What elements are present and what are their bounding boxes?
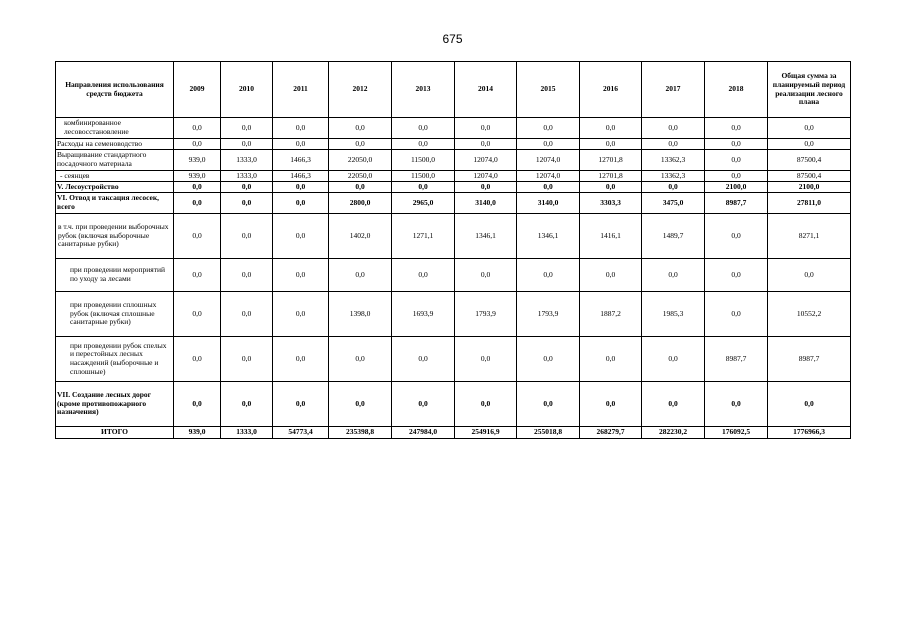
table-row: [56, 259, 851, 292]
table-cell: 11500,0: [392, 150, 455, 171]
table-cell: 1793,9: [517, 292, 580, 337]
table-cell: 0,0: [221, 382, 273, 427]
table-cell: 0,0: [580, 182, 642, 193]
table-cell: 0,0: [221, 118, 273, 139]
table-cell: 0,0: [221, 182, 273, 193]
table-cell: 1466,3: [273, 150, 329, 171]
table-cell: 13362,3: [642, 171, 705, 182]
table-cell: 1793,9: [455, 292, 517, 337]
table-cell: 11500,0: [392, 171, 455, 182]
row-label: V. Лесоустройство: [56, 182, 174, 193]
row-label: в т.ч. при проведении выборочных рубок (включая выборочные санитарные рубки): [56, 214, 174, 259]
header-year: 2009: [174, 62, 221, 118]
table-cell: 10552,2: [768, 292, 851, 337]
table-cell: 1346,1: [517, 214, 580, 259]
table-cell: 0,0: [705, 171, 768, 182]
row-label: при проведении рубок спелых и перестойных лесных насаждений (выборочные и сплошные): [56, 337, 174, 382]
table-cell: 0,0: [392, 259, 455, 292]
table-cell: 0,0: [273, 182, 329, 193]
table-cell: 0,0: [642, 337, 705, 382]
table-row: [56, 214, 851, 259]
table-cell: 0,0: [580, 118, 642, 139]
table-cell: 0,0: [455, 182, 517, 193]
table-cell: 255018,8: [517, 427, 580, 439]
table-cell: 0,0: [455, 382, 517, 427]
table-cell: 0,0: [273, 259, 329, 292]
table-cell: 0,0: [705, 259, 768, 292]
table-cell: 87500,4: [768, 171, 851, 182]
table-cell: 12074,0: [455, 150, 517, 171]
table-cell: 0,0: [174, 139, 221, 150]
table-cell: 1398,0: [329, 292, 392, 337]
table-cell: 0,0: [768, 382, 851, 427]
table-cell: 0,0: [517, 139, 580, 150]
table-cell: 0,0: [768, 259, 851, 292]
header-year: 2015: [517, 62, 580, 118]
table-cell: 939,0: [174, 171, 221, 182]
table-header-row: [56, 62, 851, 118]
table-cell: 0,0: [273, 382, 329, 427]
table-cell: 247984,0: [392, 427, 455, 439]
budget-table: [55, 61, 851, 439]
table-cell: 0,0: [273, 292, 329, 337]
table-cell: 0,0: [392, 139, 455, 150]
table-cell: 0,0: [221, 214, 273, 259]
table-cell: 8987,7: [705, 193, 768, 214]
table-cell: 1333,0: [221, 427, 273, 439]
table-row: [56, 292, 851, 337]
table-cell: 1466,3: [273, 171, 329, 182]
table-cell: 268279,7: [580, 427, 642, 439]
table-cell: 8987,7: [705, 337, 768, 382]
table-cell: 1333,0: [221, 150, 273, 171]
table-cell: 0,0: [221, 139, 273, 150]
table-cell: 0,0: [705, 139, 768, 150]
row-label: VI. Отвод и таксация лесосек, всего: [56, 193, 174, 214]
table-cell: 0,0: [329, 337, 392, 382]
row-label: ИТОГО: [56, 427, 174, 439]
table-cell: 2100,0: [705, 182, 768, 193]
table-cell: 12701,8: [580, 150, 642, 171]
table-cell: 0,0: [273, 139, 329, 150]
table-cell: 13362,3: [642, 150, 705, 171]
table-cell: 176092,5: [705, 427, 768, 439]
table-cell: 0,0: [768, 118, 851, 139]
table-row: [56, 118, 851, 139]
table-row: [56, 193, 851, 214]
table-cell: 22050,0: [329, 171, 392, 182]
table-cell: 0,0: [580, 337, 642, 382]
table-cell: 1402,0: [329, 214, 392, 259]
table-cell: 939,0: [174, 427, 221, 439]
table-cell: 12701,8: [580, 171, 642, 182]
header-year: 2014: [455, 62, 517, 118]
table-cell: 1346,1: [455, 214, 517, 259]
table-cell: 0,0: [273, 193, 329, 214]
table-cell: 1776966,3: [768, 427, 851, 439]
table-cell: 8987,7: [768, 337, 851, 382]
table-cell: 0,0: [329, 139, 392, 150]
table-cell: 0,0: [517, 337, 580, 382]
table-cell: 0,0: [329, 382, 392, 427]
table-cell: 12074,0: [455, 171, 517, 182]
table-cell: 0,0: [273, 337, 329, 382]
table-cell: 0,0: [580, 139, 642, 150]
header-year: 2013: [392, 62, 455, 118]
table-row: [56, 182, 851, 193]
table-cell: 54773,4: [273, 427, 329, 439]
header-year: 2016: [580, 62, 642, 118]
table-cell: 0,0: [392, 337, 455, 382]
table-cell: 0,0: [642, 382, 705, 427]
table-cell: 0,0: [705, 382, 768, 427]
table-cell: 0,0: [221, 193, 273, 214]
table-cell: 0,0: [174, 382, 221, 427]
table-cell: 12074,0: [517, 150, 580, 171]
table-cell: 2965,0: [392, 193, 455, 214]
table-cell: 0,0: [705, 214, 768, 259]
table-cell: 3140,0: [517, 193, 580, 214]
row-label: VII. Создание лесных дорог (кроме противопожарного назначения): [56, 382, 174, 427]
table-cell: 8271,1: [768, 214, 851, 259]
table-cell: 939,0: [174, 150, 221, 171]
table-row: [56, 337, 851, 382]
table-cell: 1887,2: [580, 292, 642, 337]
table-cell: 0,0: [517, 182, 580, 193]
row-label: при проведении сплошных рубок (включая сплошные санитарные рубки): [56, 292, 174, 337]
table-cell: 0,0: [273, 118, 329, 139]
table-cell: 0,0: [174, 193, 221, 214]
table-cell: 0,0: [642, 182, 705, 193]
page-number: 675: [442, 32, 463, 46]
header-year: 2012: [329, 62, 392, 118]
table-cell: 0,0: [392, 118, 455, 139]
table-cell: 0,0: [705, 292, 768, 337]
table-cell: 0,0: [329, 259, 392, 292]
table-cell: 0,0: [768, 139, 851, 150]
table-cell: 0,0: [221, 292, 273, 337]
header-year: 2018: [705, 62, 768, 118]
table-cell: 0,0: [455, 259, 517, 292]
row-label: Выращивание стандартного посадочного материала: [56, 150, 174, 171]
table-cell: 0,0: [580, 259, 642, 292]
row-label: комбинированное лесовосстановление: [56, 118, 174, 139]
table-cell: 0,0: [392, 182, 455, 193]
table-cell: 1985,3: [642, 292, 705, 337]
header-total-sum: Общая сумма за планируемый период реализации лесного плана: [768, 62, 851, 118]
table-cell: 0,0: [642, 259, 705, 292]
table-cell: 0,0: [174, 259, 221, 292]
table-cell: 1271,1: [392, 214, 455, 259]
table-cell: 0,0: [174, 337, 221, 382]
table-cell: 0,0: [455, 139, 517, 150]
table-cell: 0,0: [580, 382, 642, 427]
table-cell: 12074,0: [517, 171, 580, 182]
table-cell: 87500,4: [768, 150, 851, 171]
table-cell: 0,0: [174, 182, 221, 193]
table-cell: 282230,2: [642, 427, 705, 439]
header-directions: Направления использования средств бюджета: [56, 62, 174, 118]
table-cell: 0,0: [392, 382, 455, 427]
table-cell: 1416,1: [580, 214, 642, 259]
table-cell: 0,0: [517, 118, 580, 139]
table-cell: 0,0: [455, 337, 517, 382]
table-cell: 0,0: [705, 118, 768, 139]
table-cell: 0,0: [517, 259, 580, 292]
table-cell: 0,0: [455, 118, 517, 139]
table-cell: 235398,8: [329, 427, 392, 439]
header-year: 2017: [642, 62, 705, 118]
table-cell: 3303,3: [580, 193, 642, 214]
row-label: - сеянцев: [56, 171, 174, 182]
table-row: [56, 171, 851, 182]
table-cell: 1693,9: [392, 292, 455, 337]
table-cell: 0,0: [329, 182, 392, 193]
table-cell: 0,0: [517, 382, 580, 427]
table-row: [56, 382, 851, 427]
table-row: [56, 150, 851, 171]
table-cell: 0,0: [273, 214, 329, 259]
row-label: при проведении мероприятий по уходу за лесами: [56, 259, 174, 292]
table-cell: 254916,9: [455, 427, 517, 439]
table-cell: 3475,0: [642, 193, 705, 214]
table-cell: 0,0: [174, 118, 221, 139]
table-row: [56, 427, 851, 439]
table-cell: 22050,0: [329, 150, 392, 171]
table-cell: 0,0: [174, 214, 221, 259]
header-year: 2010: [221, 62, 273, 118]
table-cell: 0,0: [642, 139, 705, 150]
table-cell: 0,0: [329, 118, 392, 139]
table-cell: 2800,0: [329, 193, 392, 214]
table-cell: 2100,0: [768, 182, 851, 193]
table-cell: 0,0: [642, 118, 705, 139]
table-cell: 3140,0: [455, 193, 517, 214]
table-cell: 1333,0: [221, 171, 273, 182]
table-cell: 0,0: [705, 150, 768, 171]
table-cell: 0,0: [221, 259, 273, 292]
table-cell: 0,0: [174, 292, 221, 337]
row-label: Расходы на семеноводство: [56, 139, 174, 150]
header-year: 2011: [273, 62, 329, 118]
table-cell: 27811,0: [768, 193, 851, 214]
table-cell: 0,0: [221, 337, 273, 382]
table-cell: 1489,7: [642, 214, 705, 259]
table-row: [56, 139, 851, 150]
